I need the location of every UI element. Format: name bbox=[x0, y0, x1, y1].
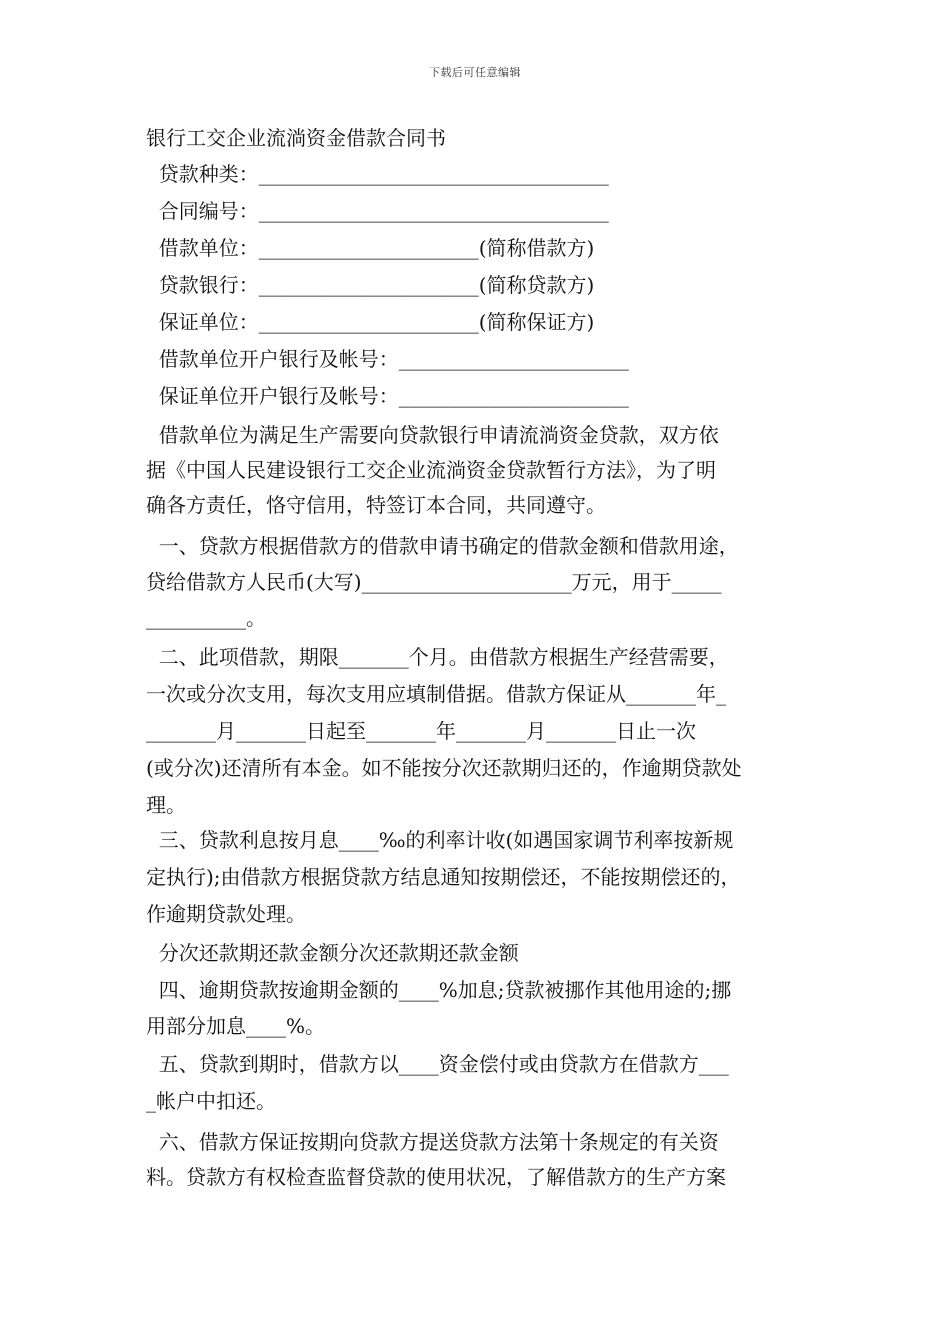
clause-4-line: 四、逾期贷款按逾期金额的____%加息;贷款被挪作其他用途的;挪 bbox=[146, 978, 732, 1002]
body-line: 借款单位为满足生产需要向贷款银行申请流淌资金贷款，双方依 bbox=[146, 423, 719, 447]
clause-2-line: 二、此项借款，期限_______个月。由借款方根据生产经营需要， bbox=[146, 645, 729, 669]
field-contract-number: 合同编号：___________________________________ bbox=[146, 199, 609, 223]
clause-1-line: __________。 bbox=[146, 606, 266, 630]
clause-2-line: 理。 bbox=[146, 793, 186, 817]
repayment-schedule-line: 分次还款期还款金额分次还款期还款金额 bbox=[146, 941, 519, 965]
body-line: 确各方责任，恪守信用，特签订本合同，共同遵守。 bbox=[146, 493, 606, 517]
field-loan-type: 贷款种类：___________________________________ bbox=[146, 162, 609, 186]
clause-2-line: 一次或分次支用，每次支用应填制借据。借款方保证从_______年_ bbox=[146, 682, 726, 706]
clause-2-line: _______月_______日起至_______年_______月_______日止一次 bbox=[146, 719, 696, 743]
clause-6-line: 六、借款方保证按期向贷款方提送贷款方法第十条规定的有关资 bbox=[146, 1130, 719, 1154]
clause-3-line: 三、贷款利息按月息____‰的利率计收(如遇国家调节利率按新规 bbox=[146, 828, 734, 852]
clause-1-line: 贷给借款方人民币(大写)_____________________万元，用于_____ bbox=[146, 570, 722, 594]
body-line: 据《中国人民建设银行工交企业流淌资金贷款暂行方法》，为了明 bbox=[146, 458, 716, 482]
clause-3-line: 作逾期贷款处理。 bbox=[146, 902, 306, 926]
field-guarantor-account: 保证单位开户银行及帐号：_______________________ bbox=[146, 384, 629, 408]
field-borrower: 借款单位：______________________(简称借款方) bbox=[146, 236, 595, 260]
clause-4-line: 用部分加息____%。 bbox=[146, 1014, 326, 1038]
clause-2-line: (或分次)还清所有本金。如不能按分次还款期归还的，作逾期贷款处 bbox=[146, 756, 742, 780]
field-borrower-account: 借款单位开户银行及帐号：_______________________ bbox=[146, 347, 629, 371]
clause-3-line: 定执行);由借款方根据贷款方结息通知按期偿还，不能按期偿还的， bbox=[146, 865, 741, 889]
field-guarantor: 保证单位：______________________(简称保证方) bbox=[146, 310, 595, 334]
clause-5-line: 五、贷款到期时，借款方以____资金偿付或由贷款方在借款方___ bbox=[146, 1052, 729, 1076]
document-title: 银行工交企业流淌资金借款合同书 bbox=[146, 126, 446, 150]
page-header-note: 下载后可任意编辑 bbox=[429, 66, 521, 79]
field-lending-bank: 贷款银行：______________________(简称贷款方) bbox=[146, 273, 595, 297]
clause-5-line: _帐户中扣还。 bbox=[146, 1089, 276, 1113]
clause-6-line: 料。贷款方有权检查监督贷款的使用状况，了解借款方的生产方案 bbox=[146, 1165, 726, 1189]
clause-1-line: 一、贷款方根据借款方的借款申请书确定的借款金额和借款用途， bbox=[146, 534, 739, 558]
